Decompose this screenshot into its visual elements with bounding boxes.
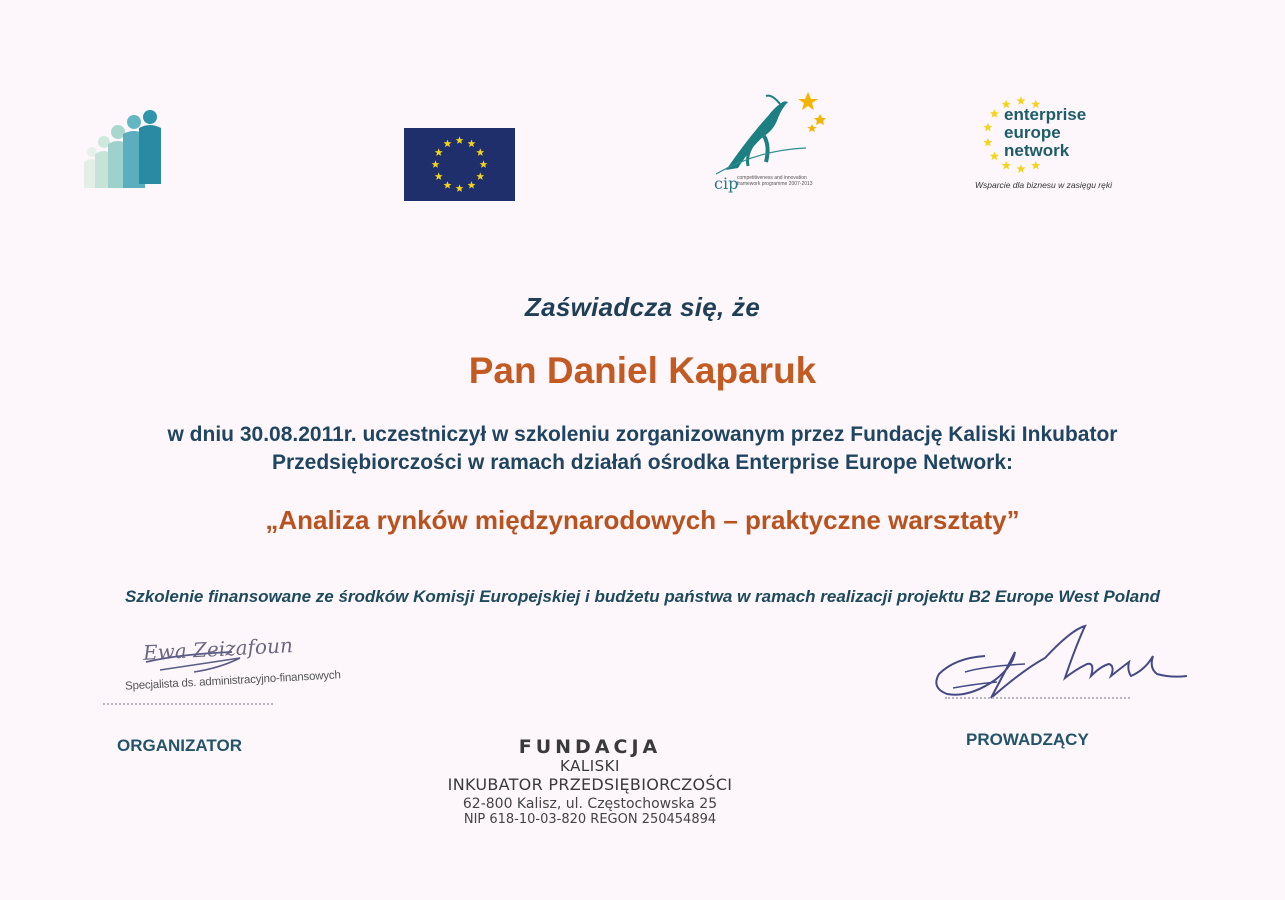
cip-logo-text: cip [714,174,739,193]
een-star-icon [1016,96,1025,105]
training-title: „Analiza rynków międzynarodowych – praktyczne warsztaty” [265,505,1020,535]
lead-label: PROWADZĄCY [966,730,1089,749]
eu-flag [404,128,515,201]
een-star-icon [983,123,992,132]
certificate-intro: Zaświadcza się, że [524,292,761,322]
funding-note: Szkolenie finansowane ze środków Komisji Europejskiej i budżetu państwa w ramach realizacji projektu B2 Europe West Poland [124,587,1161,606]
een-line-europe: europe [1004,123,1061,142]
stamp-line-3: INKUBATOR PRZEDSIĘBIORCZOŚCI [447,775,733,794]
certificate-description [0,421,1285,477]
stamp-line-4: 62-800 Kalisz, ul. Częstochowska 25 [462,796,718,812]
een-star-icon [1002,161,1011,170]
lead-signature [925,618,1195,708]
cip-gazelle-logo [708,88,833,180]
een-line-network: network [1004,141,1070,160]
cip-logo-subtitle: competitiveness and innovation framework programme 2007-2013 [737,175,813,187]
stamp-line-5: NIP 618-10-03-820 REGON 250454894 [463,812,717,827]
organizer-role: Specjalista ds. administracyjno-finansowych [124,669,341,693]
een-star-icon [983,138,992,147]
organizer-label: ORGANIZATOR [117,736,242,755]
description-line-1: w dniu 30.08.2011r. uczestniczył w szkoleniu zorganizowanym przez Fundację Kaliski Inkubator [167,423,1118,446]
organizer-signature-name: Ewa Zeizafoun [142,633,294,665]
een-line-enterprise: enterprise [1004,105,1087,124]
organizer-signature-line [103,703,273,705]
description-line-2: Przedsiębiorczości w ramach działań ośrodka Enterprise Europe Network: [271,451,1014,474]
een-star-icon [1016,164,1025,173]
een-tagline: Wsparcie dla biznesu w zasięgu ręki [975,180,1113,190]
recipient-name: Pan Daniel Kaparuk [468,350,817,391]
lead-signature-line [945,697,1130,699]
een-star-icon [990,109,999,118]
een-star-icon [990,151,999,160]
een-star-icon [1031,161,1040,170]
people-silhouettes-logo [78,108,168,190]
een-logo-text [1004,106,1086,160]
foundation-stamp [440,736,740,827]
stamp-line-1: FUNDACJA [518,736,662,758]
stamp-line-2: KALISKI [560,757,620,775]
